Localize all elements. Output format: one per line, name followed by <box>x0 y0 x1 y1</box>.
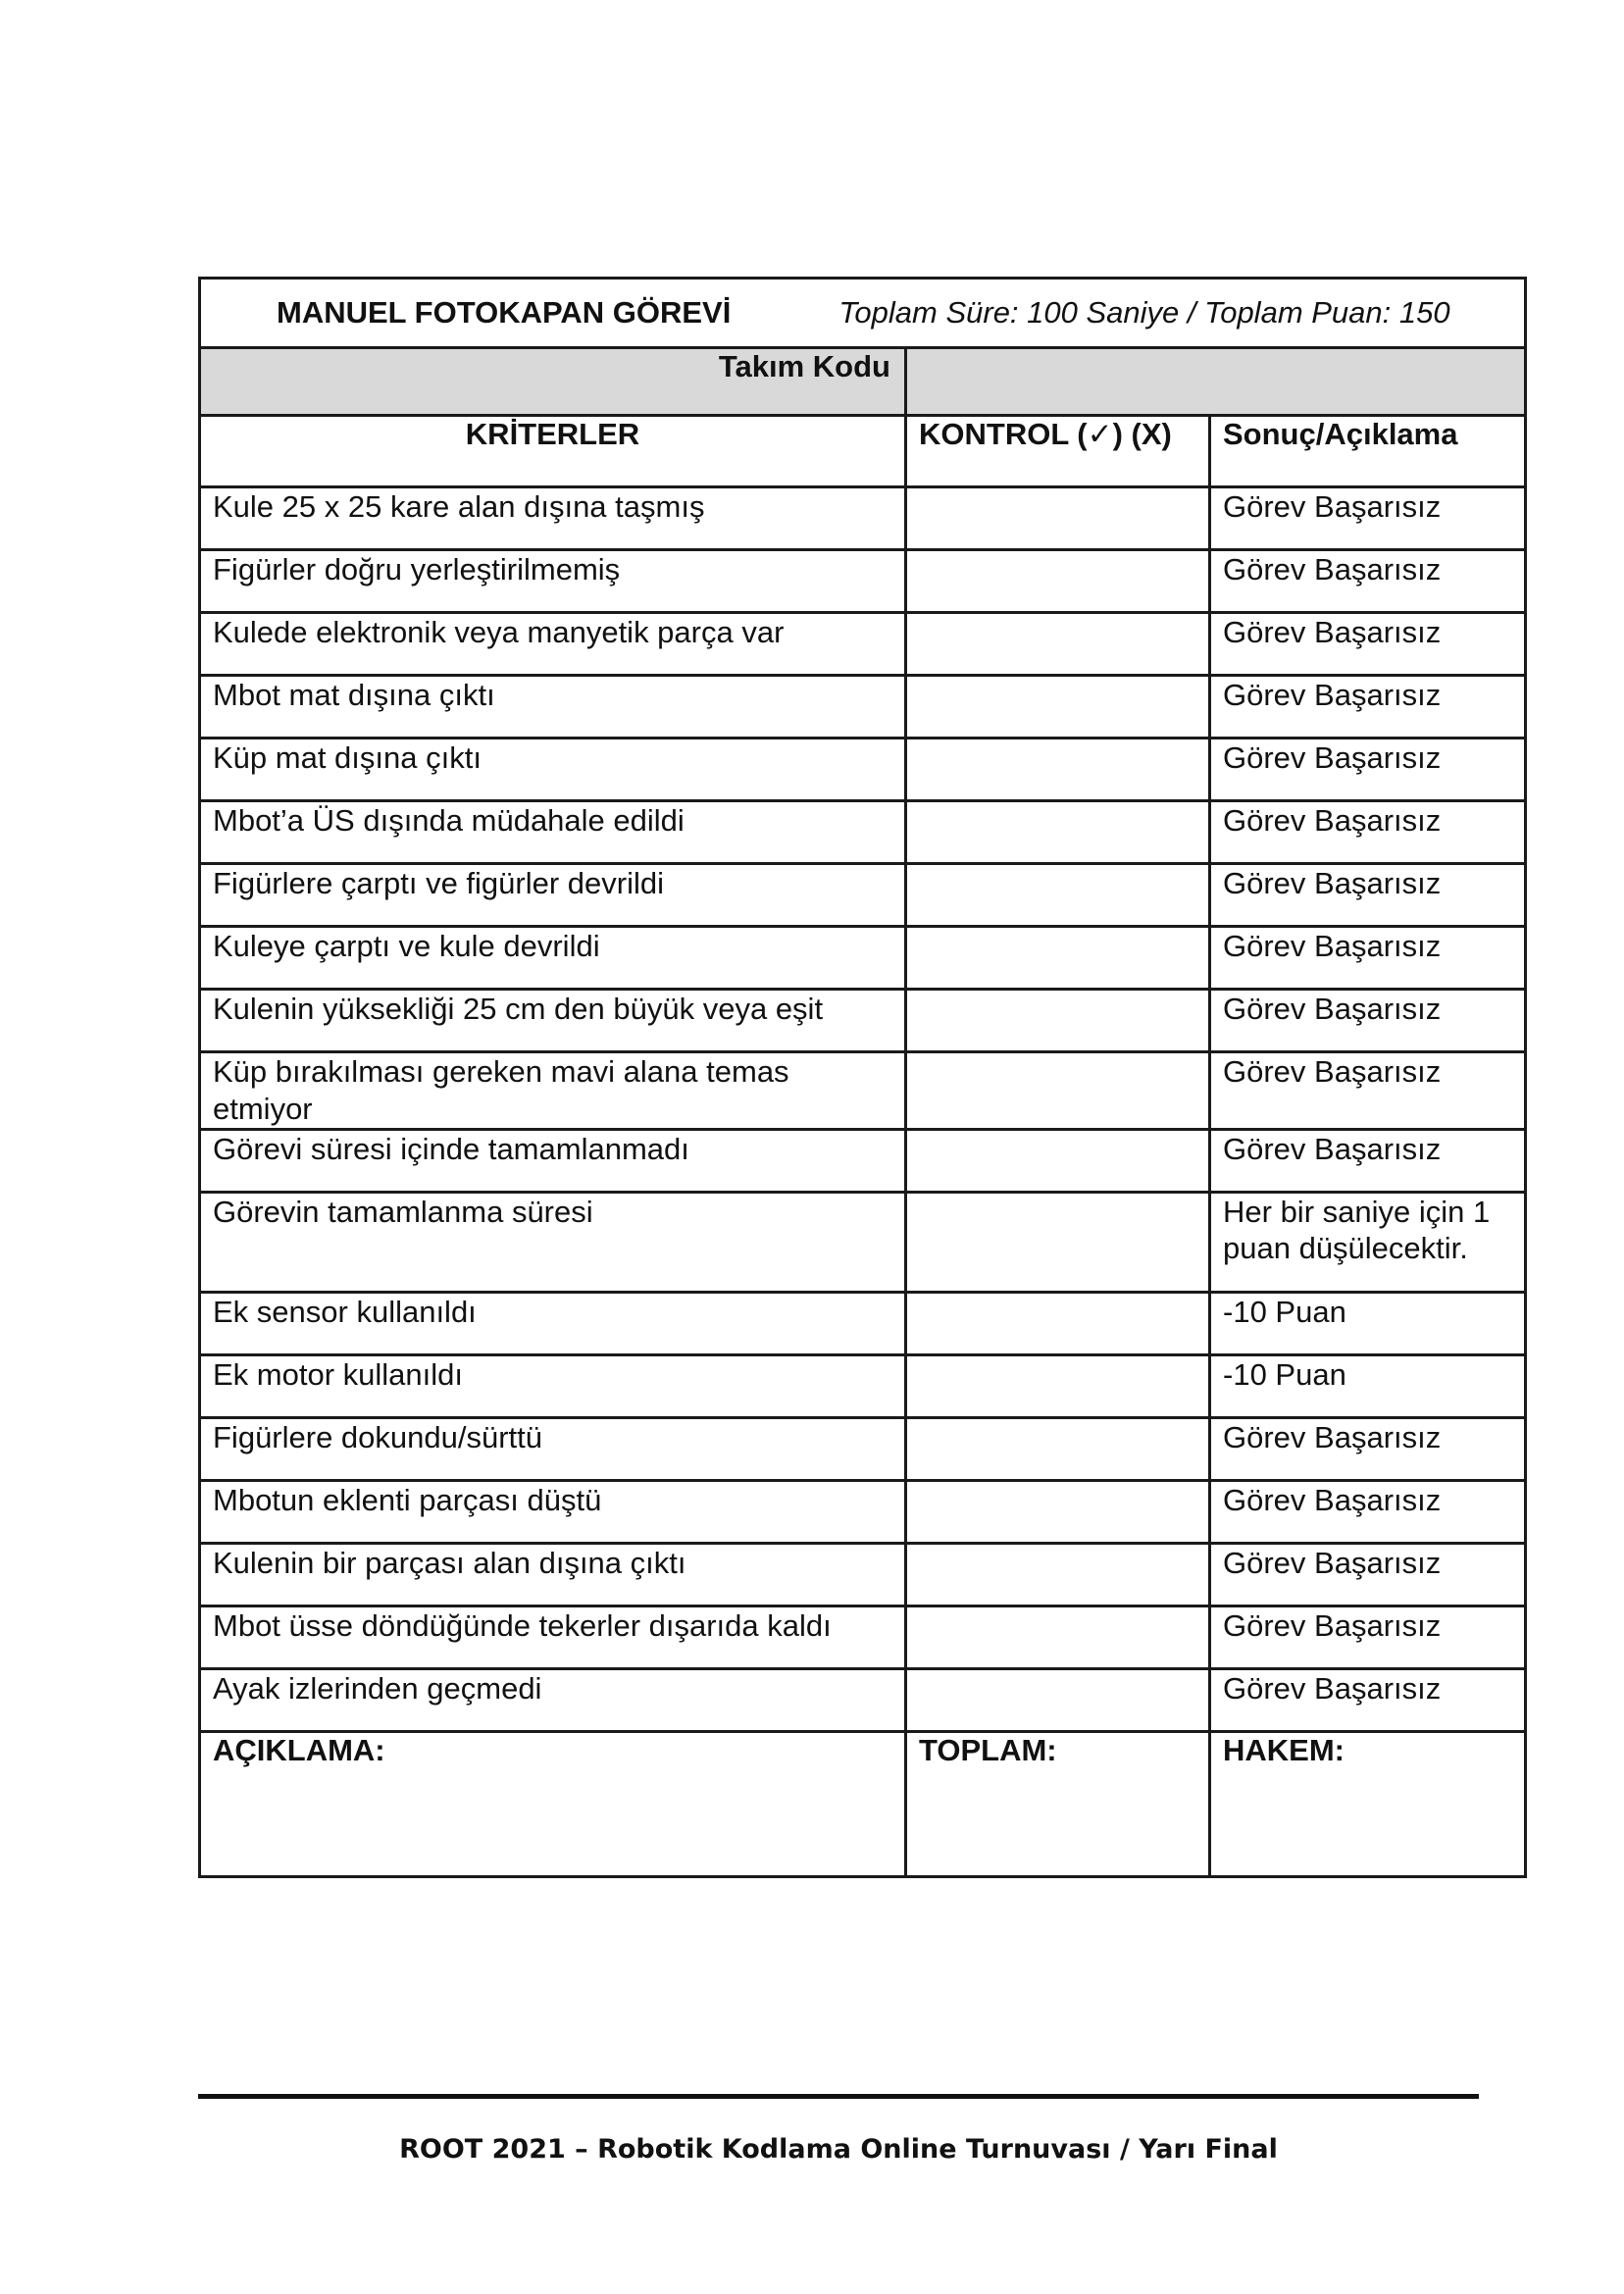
referee-label: HAKEM: <box>1223 1732 1345 1767</box>
criteria-row <box>200 1668 1526 1731</box>
result-text: Görev Başarısız <box>1210 801 1526 864</box>
control-check-cell[interactable] <box>906 676 1210 739</box>
control-check-cell[interactable] <box>906 990 1210 1052</box>
result-text: Görev Başarısız <box>1210 487 1526 550</box>
control-check-cell[interactable] <box>906 1129 1210 1192</box>
criteria-row <box>200 676 1526 739</box>
column-header-row <box>200 416 1526 487</box>
signature-row <box>200 1731 1526 1876</box>
result-text: Görev Başarısız <box>1210 990 1526 1052</box>
criteria-row <box>200 927 1526 990</box>
criterion-text: Mbot mat dışına çıktı <box>200 676 906 739</box>
control-check-cell[interactable] <box>906 613 1210 676</box>
result-text: Görev Başarısız <box>1210 676 1526 739</box>
criteria-row <box>200 613 1526 676</box>
control-header: KONTROL (✓) (X) <box>906 416 1210 487</box>
footer-divider <box>198 2094 1479 2099</box>
criterion-text: Mbot’a ÜS dışında müdahale edildi <box>200 801 906 864</box>
criterion-text: Kuleye çarptı ve kule devrildi <box>200 927 906 990</box>
criteria-row <box>200 550 1526 613</box>
criteria-row <box>200 1354 1526 1417</box>
criteria-row <box>200 1543 1526 1606</box>
control-check-cell[interactable] <box>906 550 1210 613</box>
title-row <box>200 279 1526 348</box>
team-code-field[interactable] <box>906 348 1526 416</box>
control-check-cell[interactable] <box>906 739 1210 801</box>
control-check-cell[interactable] <box>906 1292 1210 1354</box>
result-text: Görev Başarısız <box>1210 1668 1526 1731</box>
total-field[interactable] <box>906 1731 1210 1876</box>
control-check-cell[interactable] <box>906 1417 1210 1480</box>
page-footer: ROOT 2021 – Robotik Kodlama Online Turnuvası / Yarı Final <box>399 2134 1278 2165</box>
criteria-list <box>200 487 1526 1732</box>
criteria-row <box>200 487 1526 550</box>
control-check-cell[interactable] <box>906 801 1210 864</box>
team-code-row <box>200 348 1526 416</box>
result-text: -10 Puan <box>1210 1354 1526 1417</box>
criterion-text: Figürler doğru yerleştirilmemiş <box>200 550 906 613</box>
team-code-label: Takım Kodu <box>200 348 906 416</box>
result-text: Görev Başarısız <box>1210 739 1526 801</box>
criteria-row <box>200 1292 1526 1354</box>
note-field[interactable] <box>200 1731 906 1876</box>
result-text: Görev Başarısız <box>1210 1129 1526 1192</box>
result-text: Görev Başarısız <box>1210 1480 1526 1543</box>
control-check-cell[interactable] <box>906 1668 1210 1731</box>
result-text: Her bir saniye için 1 puan düşülecektir. <box>1210 1192 1526 1292</box>
result-text: Görev Başarısız <box>1210 613 1526 676</box>
control-check-cell[interactable] <box>906 1480 1210 1543</box>
total-label: TOPLAM: <box>919 1732 1057 1767</box>
criteria-row <box>200 739 1526 801</box>
result-text: -10 Puan <box>1210 1292 1526 1354</box>
criteria-row <box>200 1129 1526 1192</box>
criteria-row <box>200 801 1526 864</box>
criterion-text: Kulede elektronik veya manyetik parça var <box>200 613 906 676</box>
control-check-cell[interactable] <box>906 1354 1210 1417</box>
result-header: Sonuç/Açıklama <box>1210 416 1526 487</box>
criterion-text: Görevi süresi içinde tamamlanmadı <box>200 1129 906 1192</box>
control-check-cell[interactable] <box>906 1543 1210 1606</box>
criterion-text: Görevin tamamlanma süresi <box>200 1192 906 1292</box>
criteria-row <box>200 1417 1526 1480</box>
criterion-text: Kulenin yüksekliği 25 cm den büyük veya eşit <box>200 990 906 1052</box>
criteria-header: KRİTERLER <box>200 416 906 487</box>
criterion-text: Figürlere çarptı ve figürler devrildi <box>200 864 906 927</box>
criterion-text: Ayak izlerinden geçmedi <box>200 1668 906 1731</box>
title-cell <box>200 279 1526 348</box>
control-check-cell[interactable] <box>906 927 1210 990</box>
criteria-row <box>200 990 1526 1052</box>
score-sheet <box>198 277 1524 1878</box>
criteria-row <box>200 864 1526 927</box>
criterion-text: Kulenin bir parçası alan dışına çıktı <box>200 1543 906 1606</box>
control-check-cell[interactable] <box>906 1606 1210 1668</box>
criteria-row <box>200 1052 1526 1130</box>
result-text: Görev Başarısız <box>1210 864 1526 927</box>
result-text: Görev Başarısız <box>1210 1417 1526 1480</box>
control-check-cell[interactable] <box>906 1192 1210 1292</box>
referee-field[interactable] <box>1210 1731 1526 1876</box>
control-check-cell[interactable] <box>906 864 1210 927</box>
task-title: MANUEL FOTOKAPAN GÖREVİ <box>277 295 732 330</box>
criterion-text: Kule 25 x 25 kare alan dışına taşmış <box>200 487 906 550</box>
criterion-text: Ek motor kullanıldı <box>200 1354 906 1417</box>
note-label: AÇIKLAMA: <box>213 1732 385 1767</box>
criterion-text: Mbotun eklenti parçası düştü <box>200 1480 906 1543</box>
criterion-text: Figürlere dokundu/sürttü <box>200 1417 906 1480</box>
criteria-row <box>200 1192 1526 1292</box>
duration-points: Toplam Süre: 100 Saniye / Toplam Puan: 150 <box>838 295 1450 330</box>
criterion-text: Küp mat dışına çıktı <box>200 739 906 801</box>
control-check-cell[interactable] <box>906 1052 1210 1130</box>
criteria-row <box>200 1480 1526 1543</box>
criterion-text: Ek sensor kullanıldı <box>200 1292 906 1354</box>
criterion-text: Mbot üsse döndüğünde tekerler dışarıda kaldı <box>200 1606 906 1668</box>
criteria-row <box>200 1606 1526 1668</box>
result-text: Görev Başarısız <box>1210 927 1526 990</box>
result-text: Görev Başarısız <box>1210 1606 1526 1668</box>
result-text: Görev Başarısız <box>1210 1052 1526 1130</box>
control-check-cell[interactable] <box>906 487 1210 550</box>
result-text: Görev Başarısız <box>1210 550 1526 613</box>
result-text: Görev Başarısız <box>1210 1543 1526 1606</box>
scoring-table <box>198 277 1527 1878</box>
criterion-text: Küp bırakılması gereken mavi alana temas etmiyor <box>200 1052 906 1130</box>
